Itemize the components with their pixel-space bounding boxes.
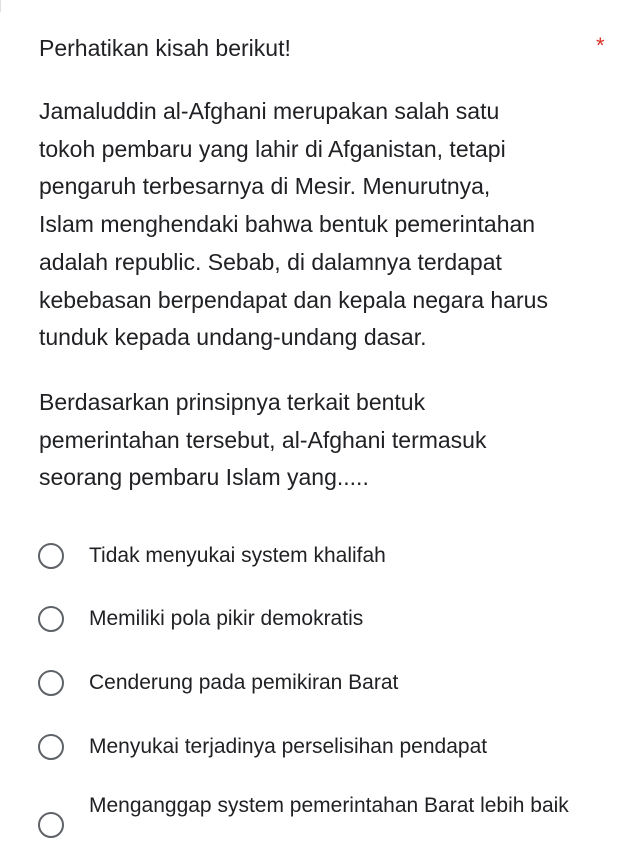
radio-button-icon[interactable]: [38, 606, 64, 632]
option-4[interactable]: [36, 729, 606, 769]
option-label: Tidak menyukai system khalifah: [89, 544, 386, 567]
option-label: Cenderung pada pemikiran Barat: [89, 671, 399, 694]
option-2[interactable]: [36, 601, 606, 641]
option-label: Memiliki pola pikir demokratis: [89, 607, 364, 630]
radio-button-icon[interactable]: [38, 812, 64, 838]
option-1[interactable]: [36, 538, 606, 578]
card-border: [0, 0, 1, 12]
option-label: Menganggap system pemerintahan Barat lebih baik: [89, 794, 569, 817]
radio-button-icon[interactable]: [38, 734, 64, 760]
required-asterisk: *: [596, 33, 605, 58]
question-prompt: Berdasarkan prinsipnya terkait bentuk pemerintahan tersebut, al-Afghani termasuk seorang pembaru Islam yang.....: [39, 389, 487, 491]
option-label: Menyukai terjadinya perselisihan pendapat: [89, 735, 488, 758]
question-passage: Jamaluddin al-Afghani merupakan salah satu tokoh pembaru yang lahir di Afganistan, tetapi pengaruh terbesarnya di Mesir. Menurutnya, Islam menghendaki bahwa bentuk pemerintahan adalah republic. Sebab, di dalamnya terdapat kebebasan berpendapat dan kepala negara harus tunduk kepada undang-undang dasar.: [39, 98, 548, 351]
option-5[interactable]: [36, 788, 606, 860]
option-3[interactable]: [36, 665, 606, 705]
radio-button-icon[interactable]: [38, 670, 64, 696]
question-title: Perhatikan kisah berikut!: [39, 35, 291, 61]
radio-button-icon[interactable]: [38, 543, 64, 569]
